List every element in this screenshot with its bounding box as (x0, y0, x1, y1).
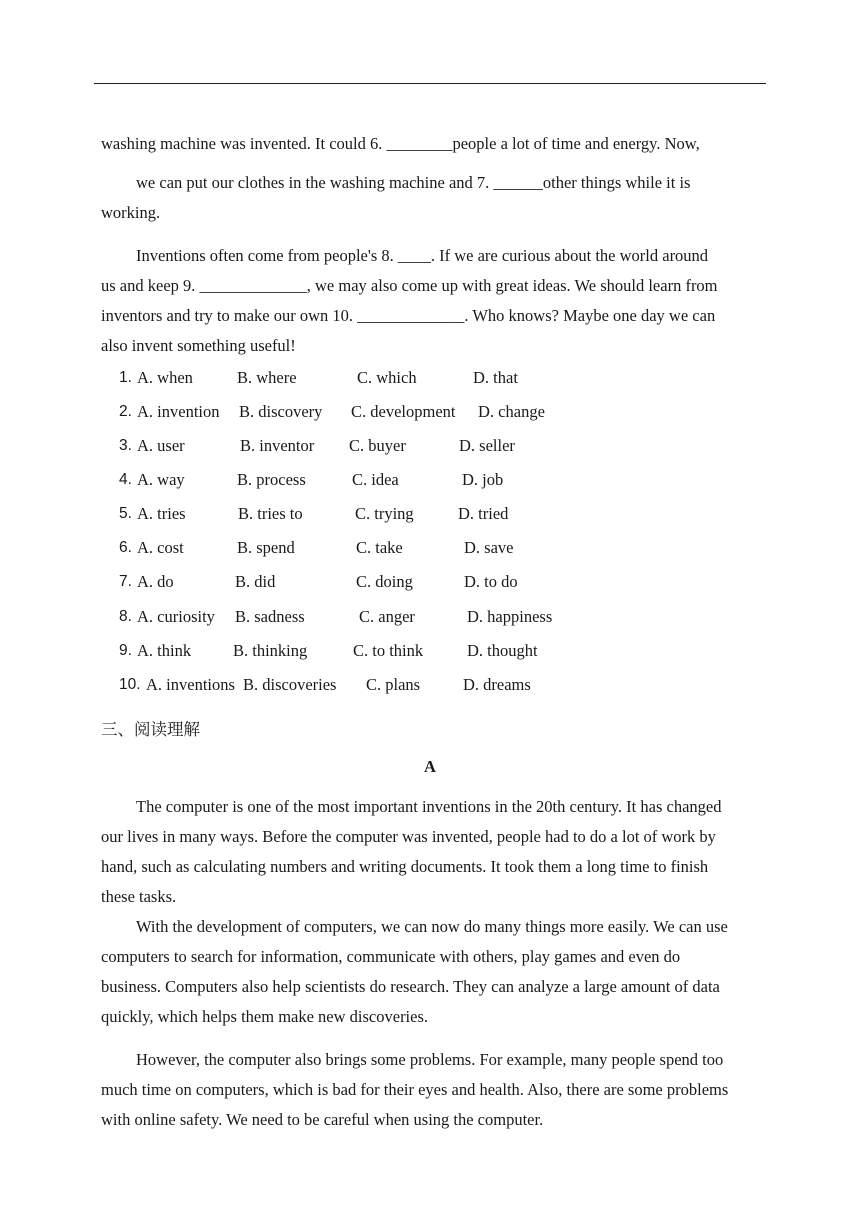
passage-line: business. Computers also help scientists do research. They can analyze a large amount of data (101, 977, 720, 996)
option-d: D. tried (458, 504, 509, 523)
question-number: 4. (119, 471, 132, 488)
passage-line: our lives in many ways. Before the computer was invented, people had to do a lot of work by (101, 827, 716, 846)
question-number: 8. (119, 608, 132, 625)
question-number: 6. (119, 539, 132, 556)
option-d: D. save (464, 538, 514, 557)
option-b: B. discoveries (243, 675, 337, 694)
cloze-line: Inventions often come from people's 8. ____. If we are curious about the world around (136, 246, 709, 265)
cloze-line: also invent something useful! (101, 336, 296, 355)
passage-line: With the development of computers, we can now do many things more easily. We can use (136, 917, 728, 936)
option-c: C. anger (359, 607, 415, 626)
option-d: D. happiness (467, 607, 553, 626)
cloze-line: inventors and try to make our own 10. _____________. Who knows? Maybe one day we can (101, 306, 716, 325)
option-a: A. inventions (146, 675, 235, 694)
option-b: B. where (237, 368, 297, 387)
passage-line: much time on computers, which is bad for their eyes and health. Also, there are some problems (101, 1080, 729, 1099)
question-number: 3. (119, 437, 132, 454)
header-rule (94, 83, 766, 84)
cloze-line: washing machine was invented. It could 6. ________people a lot of time and energy. Now, (101, 134, 700, 153)
option-b: B. process (237, 470, 306, 489)
option-a: A. when (137, 368, 193, 387)
option-d: D. change (478, 402, 545, 421)
cloze-line: us and keep 9. _____________, we may also come up with great ideas. We should learn from (101, 276, 718, 295)
option-a: A. invention (137, 402, 220, 421)
question-number: 2. (119, 403, 132, 420)
question-number: 9. (119, 642, 132, 659)
option-d: D. seller (459, 436, 515, 455)
option-b: B. inventor (240, 436, 315, 455)
option-c: C. to think (353, 641, 424, 660)
option-d: D. that (473, 368, 518, 387)
cloze-line: working. (101, 203, 161, 222)
option-c: C. doing (356, 572, 413, 591)
option-c: C. which (357, 368, 417, 387)
option-b: B. tries to (238, 504, 303, 523)
option-a: A. way (137, 470, 185, 489)
option-b: B. sadness (235, 607, 305, 626)
option-a: A. curiosity (137, 607, 215, 626)
option-c: C. buyer (349, 436, 406, 455)
cloze-line: we can put our clothes in the washing machine and 7. ______other things while it is (136, 173, 691, 192)
option-b: B. did (235, 572, 276, 591)
option-b: B. spend (237, 538, 295, 557)
passage-line: computers to search for information, communicate with others, play games and even do (101, 947, 681, 966)
passage-title: A (424, 757, 436, 776)
option-a: A. cost (137, 538, 184, 557)
option-d: D. dreams (463, 675, 531, 694)
option-c: C. take (356, 538, 403, 557)
passage-line: these tasks. (101, 887, 177, 906)
option-a: A. user (137, 436, 185, 455)
passage-line: quickly, which helps them make new discoveries. (101, 1007, 429, 1026)
passage-line: However, the computer also brings some problems. For example, many people spend too (136, 1050, 724, 1069)
passage-line: hand, such as calculating numbers and writing documents. It took them a long time to finish (101, 857, 709, 876)
option-a: A. think (137, 641, 192, 660)
option-b: B. discovery (239, 402, 323, 421)
option-b: B. thinking (233, 641, 308, 660)
passage-line: with online safety. We need to be careful when using the computer. (101, 1110, 544, 1129)
option-c: C. development (351, 402, 456, 421)
option-a: A. tries (137, 504, 186, 523)
question-number: 5. (119, 505, 132, 522)
option-c: C. idea (352, 470, 399, 489)
question-number: 7. (119, 573, 132, 590)
passage-line: The computer is one of the most important inventions in the 20th century. It has changed (136, 797, 722, 816)
option-a: A. do (137, 572, 174, 591)
option-c: C. plans (366, 675, 421, 694)
question-number: 10. (119, 676, 141, 693)
option-d: D. to do (464, 572, 518, 591)
question-number: 1. (119, 369, 132, 386)
section-heading: 三、阅读理解 (101, 720, 200, 739)
option-d: D. job (462, 470, 504, 489)
option-d: D. thought (467, 641, 538, 660)
option-c: C. trying (355, 504, 414, 523)
